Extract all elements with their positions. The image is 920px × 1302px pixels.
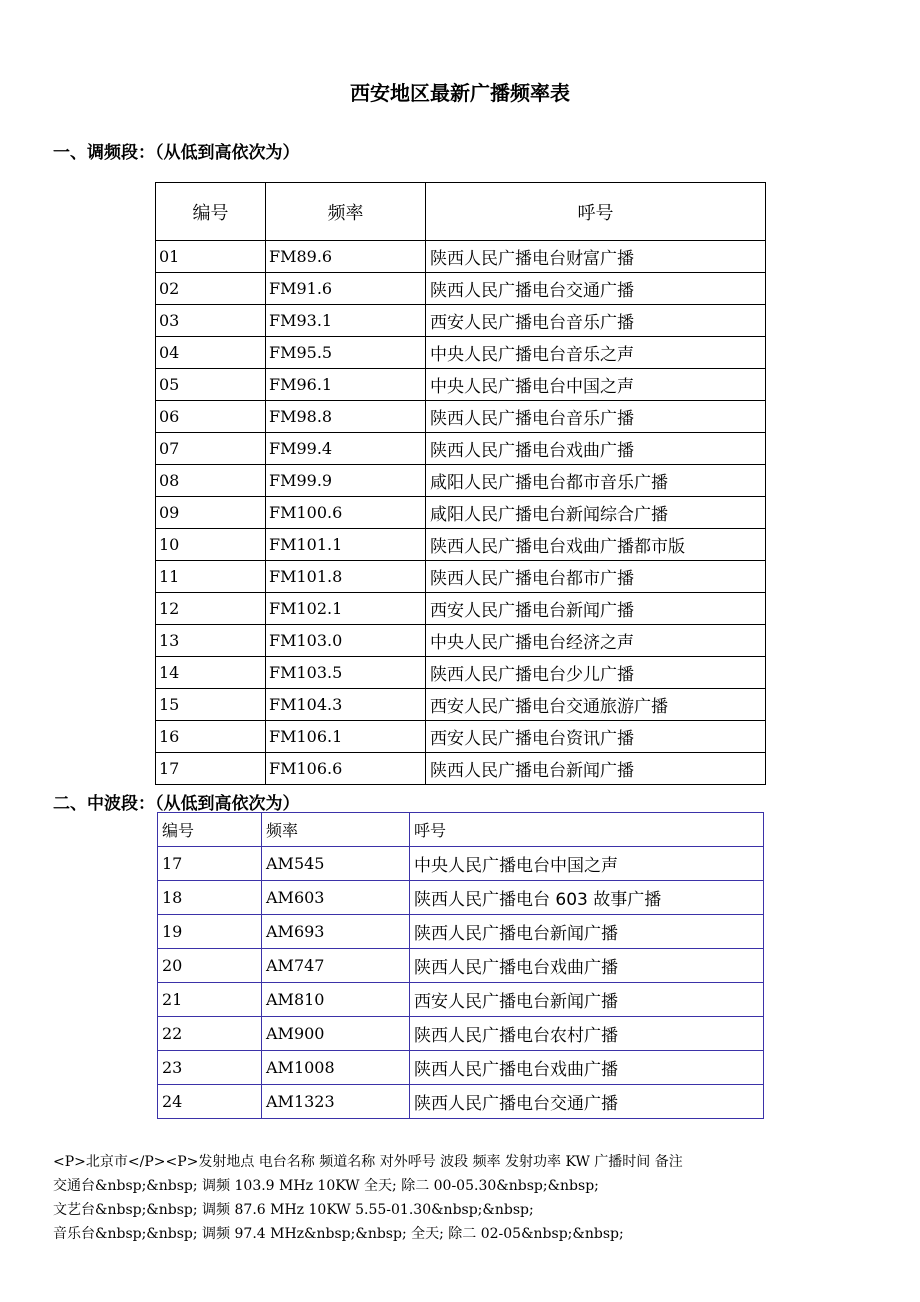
cell-number: 17 xyxy=(156,753,266,785)
table-row xyxy=(156,465,766,497)
table-row xyxy=(156,657,766,689)
cell-callsign: 陕西人民广播电台交通广播 xyxy=(426,273,766,305)
cell-number: 10 xyxy=(156,529,266,561)
table-row xyxy=(158,847,764,881)
table-row xyxy=(156,689,766,721)
cell-number: 15 xyxy=(156,689,266,721)
fm-frequency-table xyxy=(155,182,766,785)
table-row xyxy=(156,721,766,753)
cell-number: 09 xyxy=(156,497,266,529)
table-row xyxy=(156,401,766,433)
cell-frequency: FM103.0 xyxy=(266,625,426,657)
cell-callsign: 西安人民广播电台音乐广播 xyxy=(426,305,766,337)
cell-number: 06 xyxy=(156,401,266,433)
cell-frequency: AM545 xyxy=(262,847,410,881)
table-row xyxy=(156,305,766,337)
cell-callsign: 西安人民广播电台交通旅游广播 xyxy=(426,689,766,721)
cell-frequency: FM103.5 xyxy=(266,657,426,689)
cell-callsign: 西安人民广播电台新闻广播 xyxy=(410,983,764,1017)
table-row xyxy=(156,433,766,465)
am-section-heading: 二、中波段：（从低到高依次为） xyxy=(53,794,300,814)
cell-callsign: 咸阳人民广播电台都市音乐广播 xyxy=(426,465,766,497)
fm-section-heading: 一、调频段：（从低到高依次为） xyxy=(53,143,300,163)
cell-callsign: 中央人民广播电台经济之声 xyxy=(426,625,766,657)
table-row xyxy=(156,273,766,305)
cell-number: 19 xyxy=(158,915,262,949)
cell-callsign: 陕西人民广播电台都市广播 xyxy=(426,561,766,593)
cell-callsign: 陕西人民广播电台新闻广播 xyxy=(410,915,764,949)
cell-frequency: AM810 xyxy=(262,983,410,1017)
cell-callsign: 陕西人民广播电台戏曲广播 xyxy=(426,433,766,465)
cell-number: 13 xyxy=(156,625,266,657)
cell-frequency: AM1323 xyxy=(262,1085,410,1119)
table-row xyxy=(156,529,766,561)
cell-number: 24 xyxy=(158,1085,262,1119)
cell-callsign: 陕西人民广播电台戏曲广播都市版 xyxy=(426,529,766,561)
cell-frequency: FM99.4 xyxy=(266,433,426,465)
cell-frequency: FM93.1 xyxy=(266,305,426,337)
cell-frequency: FM106.1 xyxy=(266,721,426,753)
cell-frequency: FM89.6 xyxy=(266,241,426,273)
table-row xyxy=(158,915,764,949)
cell-frequency: AM603 xyxy=(262,881,410,915)
cell-number: 14 xyxy=(156,657,266,689)
cell-frequency: AM1008 xyxy=(262,1051,410,1085)
am-col-callsign-header: 呼号 xyxy=(410,813,764,847)
am-table-header-row xyxy=(158,813,764,847)
cell-callsign: 中央人民广播电台中国之声 xyxy=(410,847,764,881)
cell-frequency: AM747 xyxy=(262,949,410,983)
cell-frequency: AM693 xyxy=(262,915,410,949)
table-row xyxy=(158,1051,764,1085)
cell-frequency: FM102.1 xyxy=(266,593,426,625)
fm-table-header-row xyxy=(156,183,766,241)
cell-number: 05 xyxy=(156,369,266,401)
cell-number: 18 xyxy=(158,881,262,915)
cell-callsign: 西安人民广播电台资讯广播 xyxy=(426,721,766,753)
raw-notes-block xyxy=(53,1150,913,1246)
am-frequency-table xyxy=(157,812,764,1119)
cell-frequency: FM95.5 xyxy=(266,337,426,369)
cell-frequency: FM98.8 xyxy=(266,401,426,433)
cell-number: 23 xyxy=(158,1051,262,1085)
cell-callsign: 西安人民广播电台新闻广播 xyxy=(426,593,766,625)
cell-number: 22 xyxy=(158,1017,262,1051)
notes-line: 文艺台&nbsp;&nbsp; 调频 87.6 MHz 10KW 5.55-01.30&nbsp;&nbsp; xyxy=(53,1202,534,1218)
table-row xyxy=(156,369,766,401)
table-row xyxy=(158,881,764,915)
cell-frequency: FM91.6 xyxy=(266,273,426,305)
cell-number: 02 xyxy=(156,273,266,305)
cell-number: 03 xyxy=(156,305,266,337)
cell-number: 11 xyxy=(156,561,266,593)
cell-number: 21 xyxy=(158,983,262,1017)
cell-number: 04 xyxy=(156,337,266,369)
cell-number: 08 xyxy=(156,465,266,497)
notes-line: 交通台&nbsp;&nbsp; 调频 103.9 MHz 10KW 全天; 除二 00-05.30&nbsp;&nbsp; xyxy=(53,1178,599,1194)
cell-frequency: FM106.6 xyxy=(266,753,426,785)
cell-callsign: 陕西人民广播电台戏曲广播 xyxy=(410,949,764,983)
table-row xyxy=(156,625,766,657)
am-col-number-header: 编号 xyxy=(158,813,262,847)
cell-number: 20 xyxy=(158,949,262,983)
cell-callsign: 陕西人民广播电台少儿广播 xyxy=(426,657,766,689)
cell-frequency: FM99.9 xyxy=(266,465,426,497)
table-row xyxy=(156,753,766,785)
cell-callsign: 陕西人民广播电台财富广播 xyxy=(426,241,766,273)
cell-callsign: 中央人民广播电台音乐之声 xyxy=(426,337,766,369)
cell-frequency: FM100.6 xyxy=(266,497,426,529)
cell-callsign: 陕西人民广播电台 603 故事广播 xyxy=(410,881,764,915)
table-row xyxy=(156,593,766,625)
cell-callsign: 陕西人民广播电台交通广播 xyxy=(410,1085,764,1119)
page-title: 西安地区最新广播频率表 xyxy=(350,81,570,105)
table-row xyxy=(158,949,764,983)
cell-callsign: 陕西人民广播电台戏曲广播 xyxy=(410,1051,764,1085)
am-col-frequency-header: 频率 xyxy=(262,813,410,847)
cell-callsign: 陕西人民广播电台音乐广播 xyxy=(426,401,766,433)
cell-number: 17 xyxy=(158,847,262,881)
table-row xyxy=(156,337,766,369)
table-row xyxy=(156,241,766,273)
table-row xyxy=(156,497,766,529)
table-row xyxy=(156,561,766,593)
fm-col-number-header: 编号 xyxy=(156,183,266,241)
cell-frequency: FM96.1 xyxy=(266,369,426,401)
cell-frequency: FM101.1 xyxy=(266,529,426,561)
cell-callsign: 咸阳人民广播电台新闻综合广播 xyxy=(426,497,766,529)
cell-frequency: FM101.8 xyxy=(266,561,426,593)
fm-col-callsign-header: 呼号 xyxy=(426,183,766,241)
notes-line: <P>北京市</P><P>发射地点 电台名称 频道名称 对外呼号 波段 频率 发射功率 KW 广播时间 备注 xyxy=(53,1154,683,1170)
cell-callsign: 陕西人民广播电台农村广播 xyxy=(410,1017,764,1051)
table-row xyxy=(158,983,764,1017)
cell-number: 12 xyxy=(156,593,266,625)
cell-number: 07 xyxy=(156,433,266,465)
fm-col-frequency-header: 频率 xyxy=(266,183,426,241)
table-row xyxy=(158,1085,764,1119)
notes-line: 音乐台&nbsp;&nbsp; 调频 97.4 MHz&nbsp;&nbsp; 全天; 除二 02-05&nbsp;&nbsp; xyxy=(53,1226,624,1242)
cell-callsign: 陕西人民广播电台新闻广播 xyxy=(426,753,766,785)
cell-number: 16 xyxy=(156,721,266,753)
cell-callsign: 中央人民广播电台中国之声 xyxy=(426,369,766,401)
cell-frequency: AM900 xyxy=(262,1017,410,1051)
cell-frequency: FM104.3 xyxy=(266,689,426,721)
table-row xyxy=(158,1017,764,1051)
cell-number: 01 xyxy=(156,241,266,273)
